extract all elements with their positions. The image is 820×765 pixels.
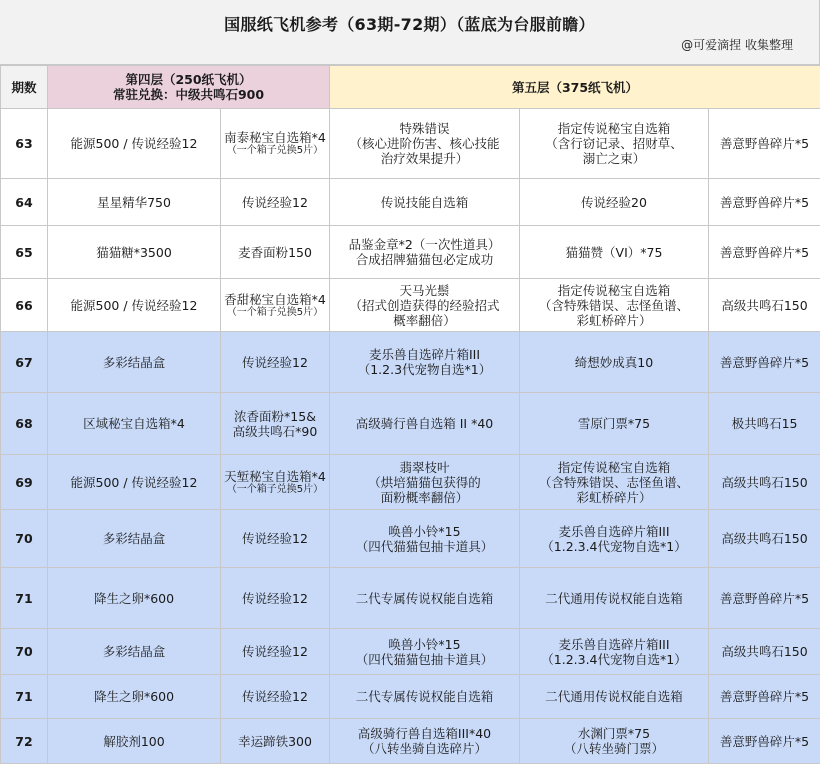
floor5-reward-a-text: 高级骑行兽自选箱III*40 （八转坐骑自选碎片）: [357, 726, 492, 756]
floor4-reward-b: [221, 510, 330, 568]
floor5-reward-c: [709, 226, 820, 279]
floor5-reward-c-text: 高级共鸣石150: [721, 531, 808, 546]
floor5-reward-c: [709, 629, 820, 675]
table-row: [1, 393, 820, 455]
table-row: [1, 719, 820, 764]
floor5-reward-c-text: 善意野兽碎片*5: [719, 354, 810, 370]
table-row: [1, 226, 820, 279]
floor5-reward-b-text: 指定传说秘宝自选箱 （含特殊错误、志怪鱼谱、 彩虹桥碎片）: [538, 282, 689, 328]
floor5-reward-b: [520, 675, 709, 719]
period-cell-text: 71: [15, 590, 33, 606]
reward-table: [0, 65, 820, 764]
period-cell: [1, 179, 48, 226]
floor5-reward-b: [520, 719, 709, 764]
floor4-reward-a-text: 多彩结晶盒: [102, 354, 166, 370]
floor5-reward-c-text: 善意野兽碎片*5: [719, 733, 810, 749]
floor4-reward-a-text: 降生之卵*600: [93, 689, 175, 704]
floor5-reward-c: [709, 279, 820, 332]
floor4-reward-a-text: 能源500 / 传说经验12: [70, 474, 198, 490]
floor4-reward-b-text: 天堑秘宝自选箱*4: [224, 468, 326, 484]
floor5-reward-b: [520, 568, 709, 629]
floor5-reward-b: [520, 179, 709, 226]
floor5-reward-b: [520, 510, 709, 568]
floor5-reward-b: [520, 393, 709, 455]
floor5-reward-b-text: 麦乐兽自选碎片箱III （1.2.3.4代宠物自选*1）: [541, 523, 687, 554]
floor4-reward-a-text: 能源500 / 传说经验12: [70, 297, 198, 313]
floor4-reward-a: [48, 393, 221, 455]
floor5-reward-b-text: 二代通用传说权能自选箱: [545, 689, 683, 704]
period-cell-text: 63: [15, 136, 33, 151]
floor5-reward-c: [709, 179, 820, 226]
floor4-reward-b: [221, 226, 330, 279]
floor5-reward-a: [330, 510, 520, 568]
period-cell: [1, 629, 48, 675]
floor4-reward-a: [48, 568, 221, 629]
table-row: [1, 568, 820, 629]
exchange-note: （一个箱子兑换5片）: [226, 145, 324, 156]
credit-text: @可爱滴捏 收集整理: [681, 38, 793, 52]
table-row: [1, 279, 820, 332]
table-row: [1, 109, 820, 179]
period-cell: [1, 393, 48, 455]
floor5-reward-a: [330, 109, 520, 179]
table-row: [1, 510, 820, 568]
floor5-reward-a-text: 品鉴金章*2（一次性道具） 合成招牌猫猫包必定成功: [348, 237, 501, 267]
floor5-reward-c: [709, 393, 820, 455]
period-cell-text: 68: [15, 416, 33, 431]
floor4-reward-b-text: 麦香面粉150: [238, 244, 312, 260]
floor4-reward-a: [48, 455, 221, 510]
floor4-reward-b-text: 幸运蹄铁300: [238, 733, 312, 749]
floor5-reward-a: [330, 332, 520, 393]
floor4-reward-b-text: 传说经验12: [242, 644, 308, 659]
floor4-reward-a: [48, 332, 221, 393]
floor5-reward-c: [709, 332, 820, 393]
floor5-reward-c-text: 高级共鸣石150: [721, 474, 808, 490]
header-row: [1, 66, 820, 109]
floor4-reward-a: [48, 226, 221, 279]
page-title: 国服纸飞机参考（63期-72期）（蓝底为台服前瞻）: [224, 15, 595, 34]
header-floor-4: 第四层（250纸飞机） 常驻兑换：中级共鸣石900: [48, 66, 330, 109]
floor5-reward-a: [330, 279, 520, 332]
floor5-reward-b-text: 水渊门票*75 （八转坐骑门票）: [563, 726, 664, 756]
floor4-reward-b-text: 传说经验12: [242, 194, 308, 210]
table-row: [1, 629, 820, 675]
floor5-reward-a: [330, 719, 520, 764]
floor5-reward-c-text: 善意野兽碎片*5: [719, 136, 810, 151]
floor4-reward-b: [221, 629, 330, 675]
floor5-reward-a-text: 麦乐兽自选碎片箱III （1.2.3代宠物自选*1）: [357, 347, 492, 377]
floor5-reward-b: [520, 109, 709, 179]
floor4-reward-b: [221, 279, 330, 332]
floor4-reward-b: [221, 455, 330, 510]
floor5-reward-c: [709, 675, 820, 719]
floor5-reward-a-text: 高级骑行兽自选箱 II *40: [355, 416, 494, 431]
floor5-reward-c-text: 善意野兽碎片*5: [719, 194, 810, 210]
floor4-reward-a: [48, 629, 221, 675]
floor4-reward-a: [48, 279, 221, 332]
floor4-reward-a: [48, 109, 221, 179]
floor5-reward-c: [709, 568, 820, 629]
floor5-reward-b-text: 指定传说秘宝自选箱 （含行窃记录、招财草、 溺亡之束）: [545, 121, 683, 166]
floor4-reward-b-text: 浓香面粉*15& 高级共鸣石*90: [232, 408, 318, 439]
floor4-reward-b-text: 香甜秘宝自选箱*4: [224, 291, 326, 307]
period-cell: [1, 455, 48, 510]
floor5-reward-a: [330, 226, 520, 279]
floor5-reward-a: [330, 629, 520, 675]
floor4-reward-b: [221, 393, 330, 455]
exchange-note: （一个箱子兑换5片）: [226, 306, 324, 318]
floor5-reward-c: [709, 510, 820, 568]
floor5-reward-a-text: 翡翠枝叶 （烘培猫猫包获得的 面粉概率翻倍）: [368, 459, 481, 505]
floor5-reward-b-text: 二代通用传说权能自选箱: [545, 590, 683, 606]
floor5-reward-a-text: 天马光鬃 （招式创造获得的经验招式 概率翻倍）: [349, 282, 500, 328]
period-cell: [1, 675, 48, 719]
floor5-reward-b-text: 雪原门票*75: [577, 416, 651, 431]
floor5-reward-b: [520, 629, 709, 675]
period-cell: [1, 279, 48, 332]
header-floor-5: 第五层（375纸飞机）: [330, 66, 820, 109]
floor5-reward-b: [520, 279, 709, 332]
floor4-reward-a: [48, 719, 221, 764]
floor4-reward-b-text: 南泰秘宝自选箱*4: [224, 130, 326, 145]
header-period: 期数: [1, 66, 48, 109]
floor5-reward-a: [330, 179, 520, 226]
floor4-reward-a-text: 降生之卵*600: [93, 590, 175, 606]
floor4-reward-b: [221, 719, 330, 764]
floor5-reward-c-text: 极共鸣石15: [731, 416, 798, 431]
floor5-reward-c-text: 善意野兽碎片*5: [719, 590, 810, 606]
floor4-reward-a-text: 多彩结晶盒: [102, 531, 166, 546]
floor5-reward-c-text: 善意野兽碎片*5: [719, 689, 810, 704]
floor5-reward-b-text: 传说经验20: [581, 194, 647, 210]
floor5-reward-b: [520, 455, 709, 510]
floor4-reward-a-text: 区域秘宝自选箱*4: [83, 416, 185, 431]
floor5-reward-a: [330, 455, 520, 510]
floor5-reward-a: [330, 675, 520, 719]
floor5-reward-a-text: 特殊错误 （核心进阶伤害、核心技能 治疗效果提升）: [349, 121, 500, 166]
floor5-reward-c-text: 善意野兽碎片*5: [719, 244, 810, 260]
period-cell-text: 70: [15, 644, 33, 659]
floor5-reward-b-text: 指定传说秘宝自选箱 （含特殊错误、志怪鱼谱、 彩虹桥碎片）: [538, 459, 689, 505]
floor4-reward-a: [48, 675, 221, 719]
period-cell: [1, 719, 48, 764]
table-row: [1, 455, 820, 510]
period-cell: [1, 332, 48, 393]
floor4-reward-a: [48, 179, 221, 226]
period-cell: [1, 226, 48, 279]
floor4-reward-b: [221, 568, 330, 629]
floor5-reward-b: [520, 332, 709, 393]
floor4-reward-a-text: 能源500 / 传说经验12: [70, 136, 198, 151]
floor5-reward-b-text: 猫猫赞（VI）*75: [565, 244, 663, 260]
floor5-reward-c: [709, 719, 820, 764]
floor5-reward-a-text: 二代专属传说权能自选箱: [355, 590, 494, 606]
floor4-reward-b-text: 传说经验12: [242, 689, 308, 704]
table-row: [1, 332, 820, 393]
period-cell-text: 70: [15, 531, 33, 546]
exchange-note: （一个箱子兑换5片）: [226, 483, 324, 495]
floor4-reward-a-text: 解胶剂100: [103, 733, 165, 749]
floor5-reward-c: [709, 109, 820, 179]
floor5-reward-c-text: 高级共鸣石150: [721, 297, 808, 313]
period-cell-text: 67: [15, 354, 33, 370]
floor4-reward-b-text: 传说经验12: [242, 590, 308, 606]
floor5-reward-a: [330, 568, 520, 629]
period-cell: [1, 568, 48, 629]
floor4-reward-b-text: 传说经验12: [242, 531, 308, 546]
floor5-reward-a-text: 二代专属传说权能自选箱: [355, 689, 494, 704]
floor5-reward-a: [330, 393, 520, 455]
title-bar: [0, 0, 820, 65]
period-cell-text: 72: [15, 733, 33, 749]
period-cell: [1, 510, 48, 568]
floor4-reward-b: [221, 109, 330, 179]
table-row: [1, 675, 820, 719]
floor5-reward-c-text: 高级共鸣石150: [721, 644, 808, 659]
floor4-reward-a-text: 猫猫糖*3500: [96, 244, 172, 260]
period-cell-text: 66: [15, 297, 33, 313]
floor5-reward-c: [709, 455, 820, 510]
floor4-reward-b-text: 传说经验12: [242, 354, 308, 370]
period-cell-text: 65: [15, 244, 33, 260]
floor4-reward-a-text: 星星精华750: [97, 194, 171, 210]
floor4-reward-b: [221, 179, 330, 226]
floor5-reward-b-text: 麦乐兽自选碎片箱III （1.2.3.4代宠物自选*1）: [541, 636, 687, 667]
period-cell-text: 69: [15, 474, 33, 490]
table-row: [1, 179, 820, 226]
floor4-reward-a-text: 多彩结晶盒: [102, 644, 166, 659]
period-cell: [1, 109, 48, 179]
floor5-reward-a-text: 唤兽小铃*15 （四代猫猫包抽卡道具）: [355, 523, 494, 554]
floor5-reward-b: [520, 226, 709, 279]
floor5-reward-a-text: 传说技能自选箱: [380, 194, 469, 210]
floor5-reward-b-text: 绮想妙成真10: [574, 354, 654, 370]
period-cell-text: 64: [15, 194, 33, 210]
period-cell-text: 71: [15, 689, 33, 704]
floor4-reward-b: [221, 675, 330, 719]
floor4-reward-a: [48, 510, 221, 568]
floor4-reward-b: [221, 332, 330, 393]
floor5-reward-a-text: 唤兽小铃*15 （四代猫猫包抽卡道具）: [355, 636, 494, 667]
